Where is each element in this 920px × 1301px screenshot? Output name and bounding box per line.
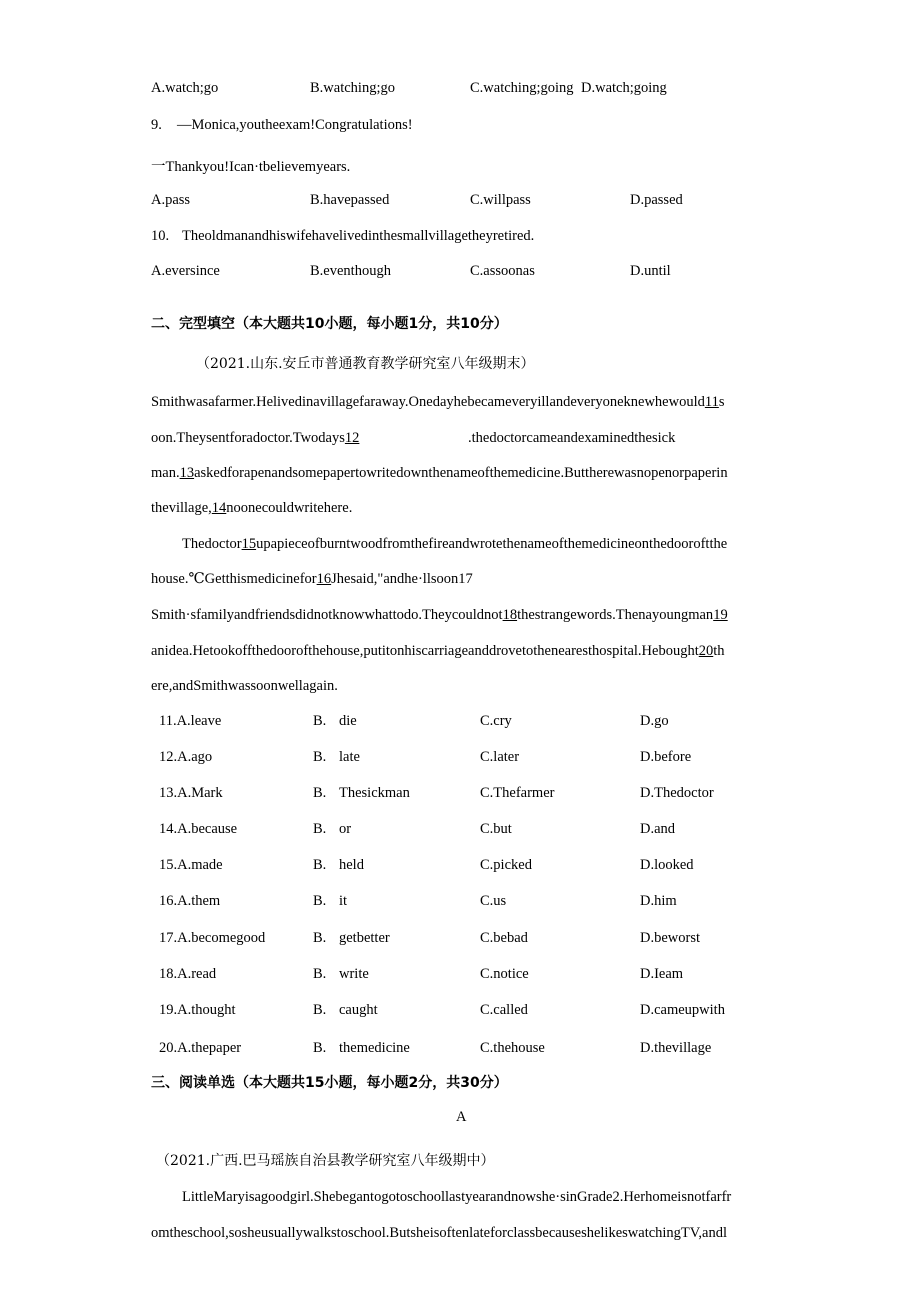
passage-line-3: man.13askedforapenandsomepapertowritedownthenameofthemedicine.Buttherewasnopenorpaperin [151,465,728,481]
q8-option-d: D.watch;going [581,80,667,96]
option-b-label: B. [313,1002,327,1018]
q10-option-a: A.eversince [151,263,220,279]
q9-option-b: B.havepassed [310,192,390,208]
option-b: Thesickman [339,785,410,801]
option-d: D.and [640,821,676,837]
option-c: C.us [480,893,507,909]
section3-heading: 三、阅读单选（本大题共15小题，每小题2分，共30分） [151,1075,508,1091]
q10-number: 10. [151,228,170,244]
option-b-label: B. [313,893,327,909]
option-d: D.beworst [640,930,701,946]
q10-option-d: D.until [630,263,671,279]
section2-source: （2021.山东.安丘市普通教育教学研究室八年级期末） [196,356,535,372]
q10-option-c: C.assoonas [470,263,535,279]
option-c: C.cry [480,713,512,729]
q9-option-a: A.pass [151,192,191,208]
reading-line-2: omtheschool,sosheusuallywalkstoschool.ButsheisoftenlateforclassbecauseshelikeswatchingTV,andl [151,1225,727,1241]
passage-line-8: anidea.Hetookoffthedoorofthehouse,putitonhiscarriageanddrovetothenearesthospital.Hebought20th [151,643,725,659]
option-a: 11.A.leave [159,713,222,729]
blank-13: 13 [179,465,195,481]
option-a: 15.A.made [159,857,223,873]
passage-line-2: oon.Theysentforadoctor.Twodays12 [151,430,360,446]
option-a: 19.A.thought [159,1002,236,1018]
option-a: 14.A.because [159,821,238,837]
option-b: late [339,749,360,765]
option-d: D.thevillage [640,1040,712,1056]
blank-16: 16 [316,571,332,587]
passage-line-5: Thedoctor15upapieceofburntwoodfromthefireandwrotethenameofthemedicineonthedooroftthe [182,536,728,552]
option-c: C.Thefarmer [480,785,555,801]
q8-option-b: B.watching;go [310,80,395,96]
option-d: D.cameupwith [640,1002,725,1018]
option-c: C.notice [480,966,529,982]
blank-18: 18 [502,607,518,623]
option-b-label: B. [313,930,327,946]
q10-option-b: B.eventhough [310,263,391,279]
blank-12: 12 [344,430,360,446]
option-c: C.but [480,821,512,837]
passage-line-2-rest: .thedoctorcameandexaminedthesick [468,430,676,446]
option-c: C.later [480,749,520,765]
option-b-label: B. [313,966,327,982]
option-c: C.picked [480,857,532,873]
option-b: themedicine [339,1040,410,1056]
q9-option-d: D.passed [630,192,683,208]
option-a: 18.A.read [159,966,217,982]
q8-option-a: A.watch;go [151,80,219,96]
option-b: getbetter [339,930,390,946]
option-d: D.looked [640,857,694,873]
option-b-label: B. [313,821,327,837]
blank-11: 11 [704,394,719,410]
q9-option-c: C.willpass [470,192,531,208]
blank-20: 20 [698,643,714,659]
q9-reply: 一Thankyou!Ican·tbelievemyears. [151,159,351,175]
passage-line-7: Smith·sfamilyandfriendsdidnotknowwhattodo.Theycouldnot18thestrangewords.Thenayoungman19 [151,607,728,623]
option-b-label: B. [313,749,327,765]
option-c: C.called [480,1002,528,1018]
option-d: D.Thedoctor [640,785,714,801]
option-b-label: B. [313,1040,327,1056]
q9-stem: —Monica,youtheexam!Congratulations! [177,117,413,133]
option-b-label: B. [313,857,327,873]
option-b: or [339,821,352,837]
option-b-label: B. [313,785,327,801]
option-a: 12.A.ago [159,749,213,765]
q8-option-c: C.watching;going [470,80,574,96]
blank-14: 14 [211,500,227,516]
section3-source: （2021.广西.巴马瑶族自治县教学研究室八年级期中） [156,1153,495,1169]
option-d: D.Ieam [640,966,684,982]
option-b: caught [339,1002,378,1018]
q10-stem: Theoldmanandhiswifehavelivedinthesmallvillagetheyretired. [182,228,535,244]
passage-line-6: house.℃Getthismedicinefor16Jhesaid,"andhe·llsoon17 [151,571,473,587]
option-c: C.thehouse [480,1040,545,1056]
option-b: it [339,893,348,909]
option-d: D.go [640,713,669,729]
q9-number: 9. [151,117,162,133]
option-b: held [339,857,364,873]
passage-line-9: ere,andSmithwassoonwellagain. [151,678,338,694]
reading-line-1: LittleMaryisagoodgirl.Shebegantogotoschoollastyearandnowshe·sinGrade2.Herhomeisnotfarfr [182,1189,732,1205]
blank-19: 19 [713,607,728,623]
option-a: 17.A.becomegood [159,930,266,946]
blank-15: 15 [241,536,257,552]
option-b: die [339,713,357,729]
option-b: write [339,966,369,982]
option-d: D.him [640,893,677,909]
option-a: 13.A.Mark [159,785,223,801]
option-a: 20.A.thepaper [159,1040,242,1056]
section2-heading: 二、完型填空（本大题共10小题，每小题1分，共10分） [151,316,508,332]
option-c: C.bebad [480,930,528,946]
passage-line-1: Smithwasafarmer.Helivedinavillagefaraway.Onedayhebecameveryillandeveryoneknewhewould11s [151,394,725,410]
option-d: D.before [640,749,692,765]
option-a: 16.A.them [159,893,221,909]
option-b-label: B. [313,713,327,729]
passage-line-4: thevillage,14noonecouldwritehere. [151,500,353,516]
passage-part-label: A [456,1109,467,1125]
